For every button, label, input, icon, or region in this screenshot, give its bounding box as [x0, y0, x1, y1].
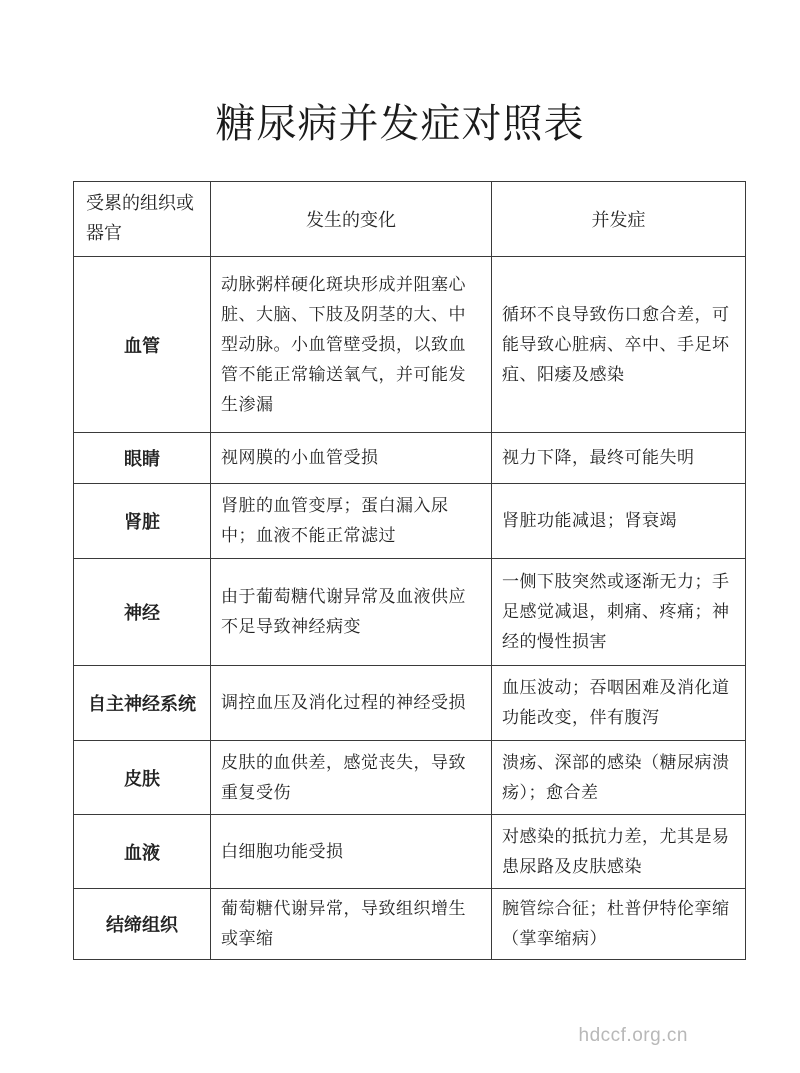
table-row [74, 484, 746, 559]
organ-cell: 眼睛 [74, 433, 211, 484]
table-row [74, 433, 746, 484]
table-row [74, 559, 746, 666]
change-cell: 调控血压及消化过程的神经受损 [211, 666, 492, 741]
complication-cell: 一侧下肢突然或逐渐无力；手足感觉减退，刺痛、疼痛；神经的慢性损害 [492, 559, 746, 666]
complication-cell: 腕管综合征；杜普伊特伦挛缩（掌挛缩病） [492, 889, 746, 960]
change-cell: 葡萄糖代谢异常，导致组织增生或挛缩 [211, 889, 492, 960]
organ-cell: 肾脏 [74, 484, 211, 559]
organ-cell: 皮肤 [74, 741, 211, 815]
header-organ: 受累的组织或器官 [74, 182, 211, 257]
complication-cell: 血压波动；吞咽困难及消化道功能改变，伴有腹泻 [492, 666, 746, 741]
table-row [74, 889, 746, 960]
header-change: 发生的变化 [211, 182, 492, 257]
complications-table [73, 181, 746, 960]
complication-cell: 肾脏功能减退；肾衰竭 [492, 484, 746, 559]
organ-cell: 血管 [74, 257, 211, 433]
change-cell: 肾脏的血管变厚；蛋白漏入尿中；血液不能正常滤过 [211, 484, 492, 559]
complication-cell: 视力下降，最终可能失明 [492, 433, 746, 484]
page-title: 糖尿病并发症对照表 [215, 101, 585, 147]
table-row [74, 257, 746, 433]
table-row [74, 815, 746, 889]
change-cell: 动脉粥样硬化斑块形成并阻塞心脏、大脑、下肢及阴茎的大、中型动脉。小血管壁受损，以致血管不能正常输送氧气，并可能发生渗漏 [211, 257, 492, 433]
organ-cell: 自主神经系统 [74, 666, 211, 741]
watermark: hdccf.org.cn [578, 1025, 688, 1046]
complication-cell: 溃疡、深部的感染（糖尿病溃疡）；愈合差 [492, 741, 746, 815]
complication-cell: 循环不良导致伤口愈合差，可能导致心脏病、卒中、手足坏疽、阳痿及感染 [492, 257, 746, 433]
table-row [74, 666, 746, 741]
organ-cell: 血液 [74, 815, 211, 889]
change-cell: 由于葡萄糖代谢异常及血液供应不足导致神经病变 [211, 559, 492, 666]
change-cell: 白细胞功能受损 [211, 815, 492, 889]
change-cell: 视网膜的小血管受损 [211, 433, 492, 484]
complication-cell: 对感染的抵抗力差，尤其是易患尿路及皮肤感染 [492, 815, 746, 889]
change-cell: 皮肤的血供差，感觉丧失，导致重复受伤 [211, 741, 492, 815]
organ-cell: 神经 [74, 559, 211, 666]
organ-cell: 结缔组织 [74, 889, 211, 960]
header-complication: 并发症 [492, 182, 746, 257]
table-row [74, 741, 746, 815]
table-header-row [74, 182, 746, 257]
